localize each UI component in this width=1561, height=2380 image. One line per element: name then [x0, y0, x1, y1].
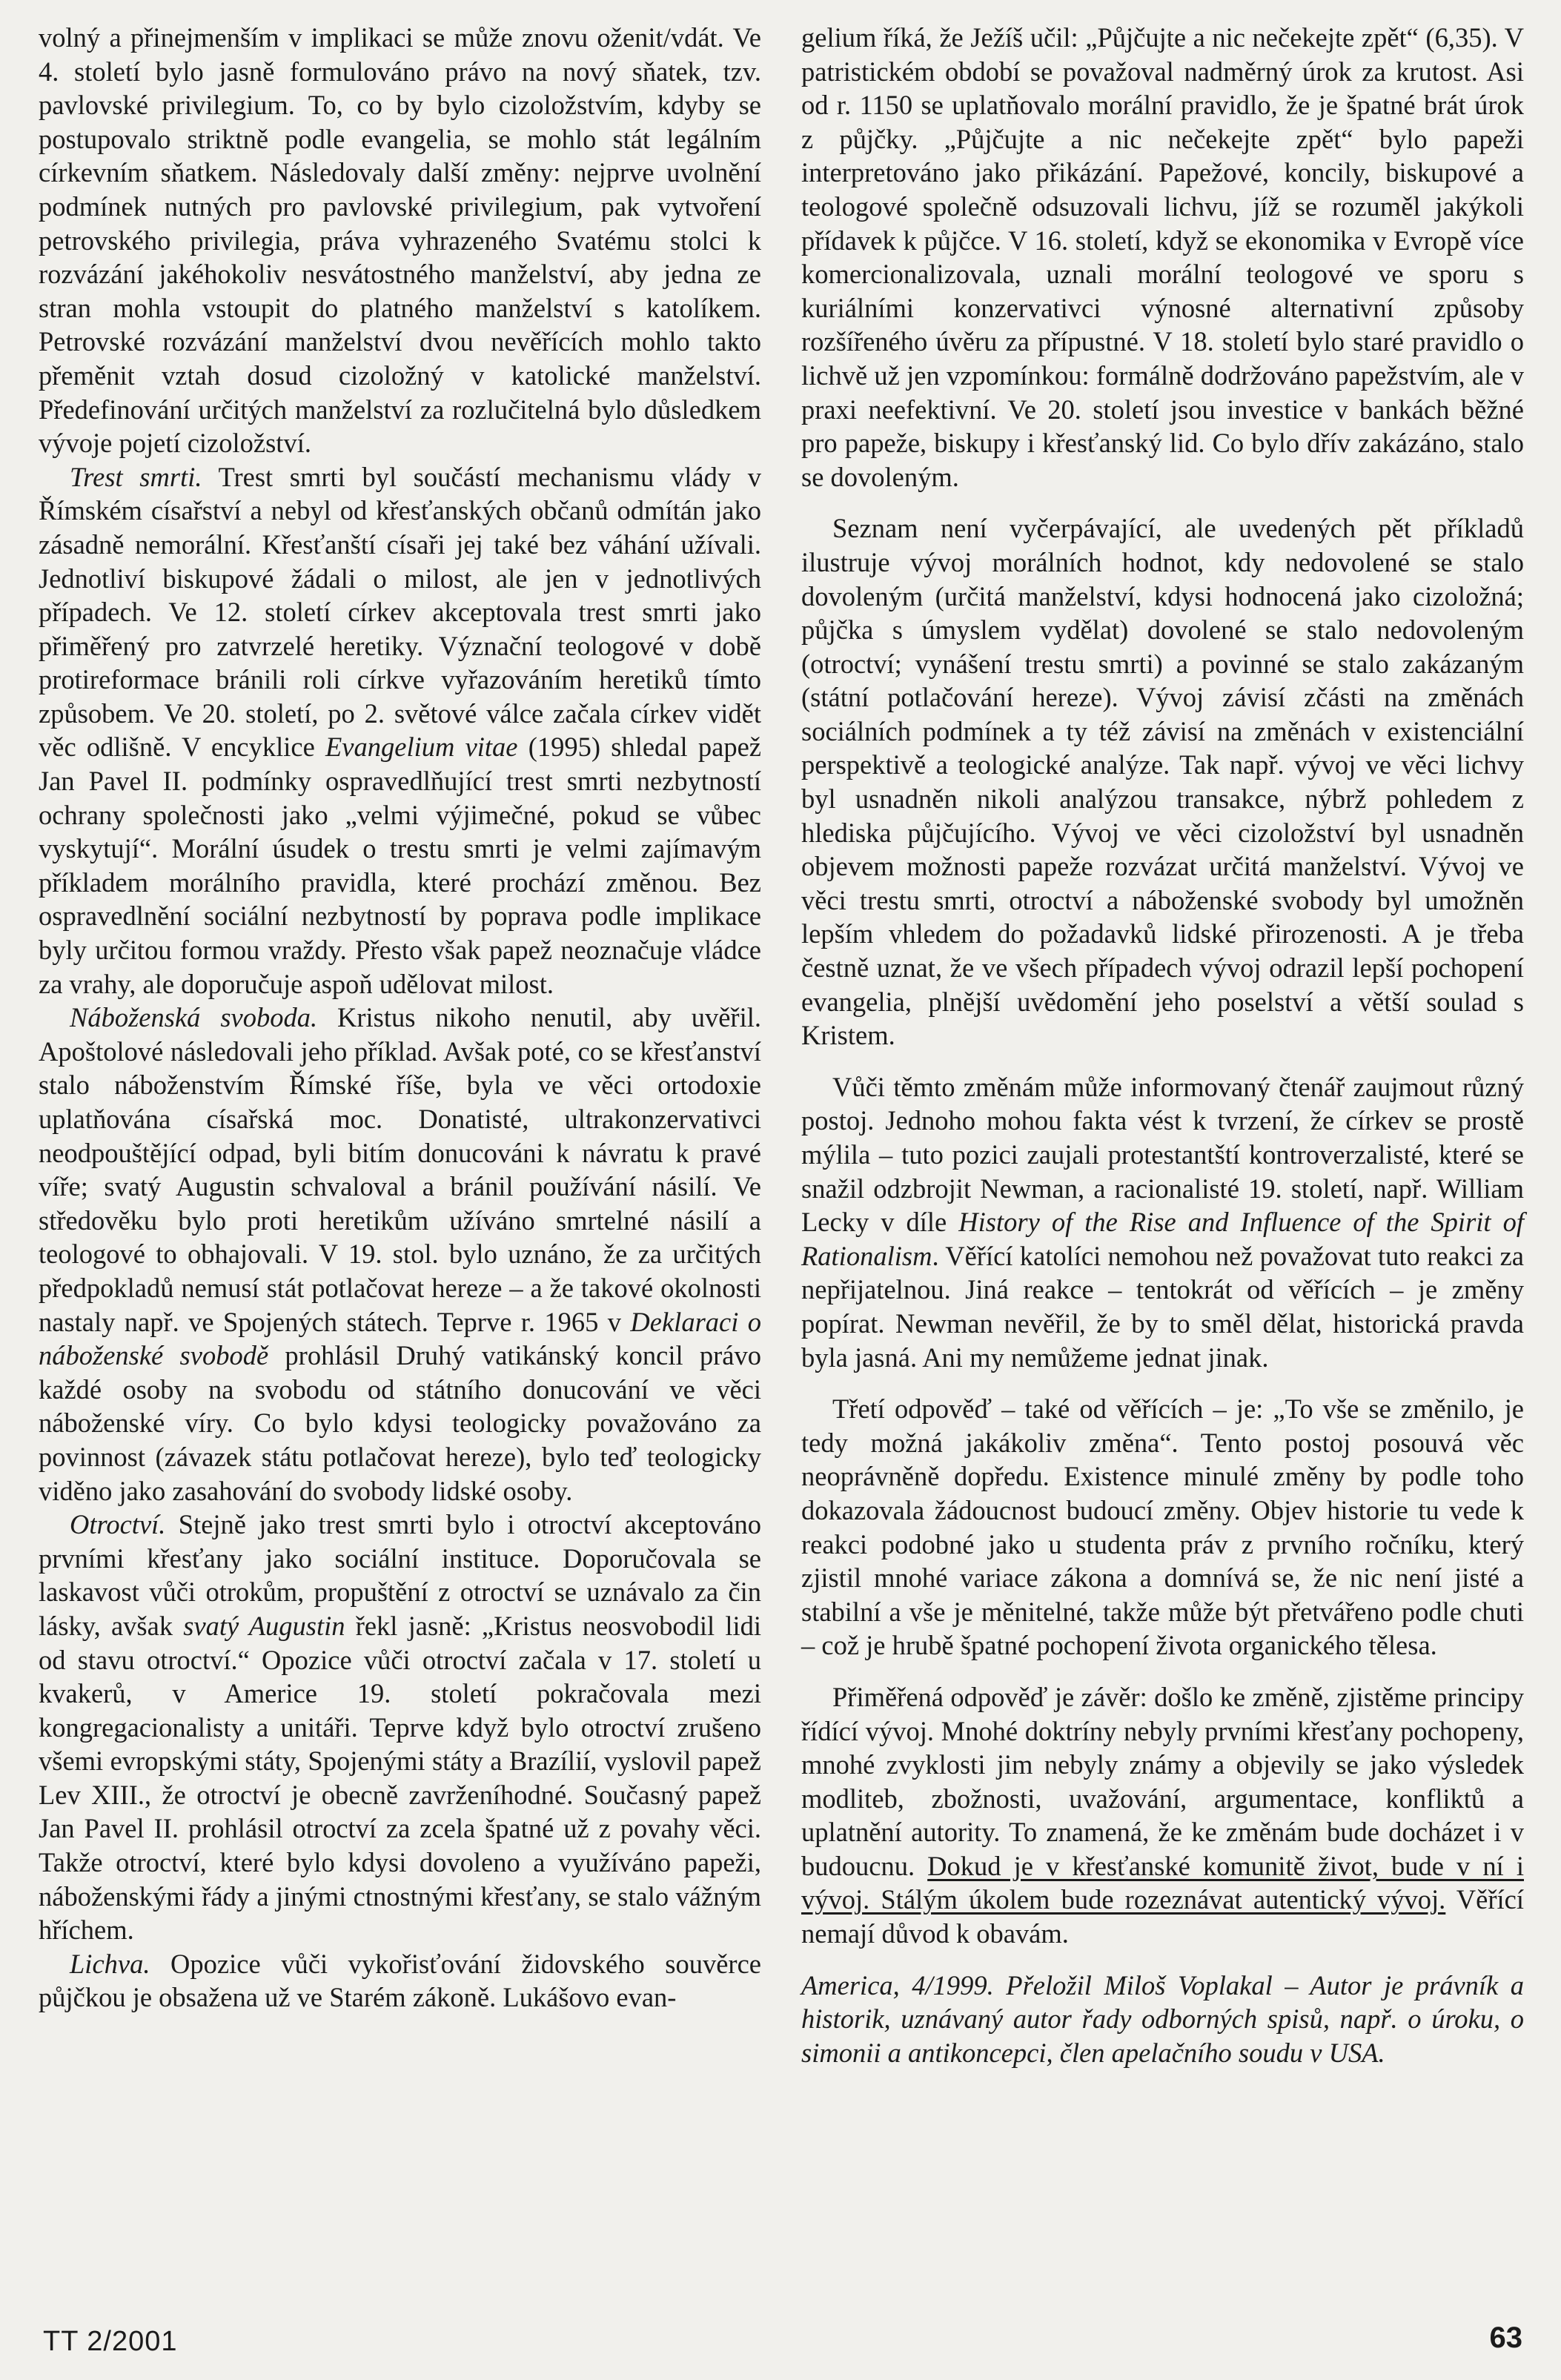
- paragraph-slavery: [39, 1508, 761, 1947]
- text-segment: Kristus nikoho nenutil, aby uvěřil. Apoštolové následovali jeho příklad. Avšak poté, co se křesťanství stalo náboženstvím Římské říše, byla ve věci ortodoxie uplatňována císařská moc. Donatisté, ultrakonzervativci neodpouštějící odpad, byli bitím donucováni k návratu k pravé víře; svatý Augustin schvaloval a bránil používání násilí. Ve středověku bylo proti heretikům užíváno smrtelné násilí a teologové to obhajovali. V 19. stol. bylo uznáno, že za určitých předpokladů nemusí stát potlačovat hereze – a že takové okolnosti nastaly např. ve Spojených státech. Teprve r. 1965 v: [39, 1002, 761, 1337]
- section-heading-slavery: Otroctví.: [70, 1509, 166, 1540]
- text-segment: (1995) shledal papež Jan Pavel II. podmínky ospravedlňující trest smrti nezbytností ochrany společnosti jako „velmi výjimečné, pokud se vůbec vyskytují“. Morální úsudek o trestu smrti je velmi zajímavým příkladem morálního pravidla, které prochází změnou. Bez ospravedlnění sociální nezbytností by poprava podle implikace byly určitou formou vraždy. Přesto však papež neoznačuje vládce za vrahy, ale doporučuje aspoň udělovat milost.: [39, 732, 761, 999]
- paragraph-third-response: Třetí odpověď – také od věřících – je: „To vše se změnilo, je tedy možná jakákoliv změna“. Tento postoj posouvá věc neoprávněně dopředu. Existence minulé změny by podle toho dokazovala žádoucnost budoucí změny. Objev historie tu vede k reakci podobné jako u studenta práv z prvního ročníku, který zjistil mnohé variace zákona a domnívá se, že nic není jisté a stabilní a vše je měnitelné, takže může být přetvářeno podle chuti – což je hrubě špatné pochopení života organického tělesa.: [801, 1393, 1524, 1661]
- paragraph-divorce-continued: volný a přinejmenším v implikaci se může znovu oženit/vdát. Ve 4. století bylo jasně formulováno právo na nový sňatek, tzv. pavlovské privilegium. To, co by bylo cizoložstvím, kdyby se postupovalo striktně podle evangelia, se mohlo stát legálním církevním sňatkem. Následovaly další změny: nejprve uvolnění podmínek nutných pro pavlovské privilegium, pak vytvoření petrovského privilegia, práva vyhrazeného Svatému stolci k rozvázání jakéhokoliv nesvátostného manželství, aby jedna ze stran mohla vstoupit do platného manželství s katolíkem. Petrovské rozvázání manželství dvou nevěřících mohlo takto přeměnit vztah dosud cizoložný v katolické manželství. Předefinování určitých manželství za rozlučitelná bylo důsledkem vývoje pojetí cizoložství.: [39, 22, 761, 459]
- left-column: [39, 21, 761, 2015]
- text-segment: Trest smrti byl součástí mechanismu vlády v Římském císařství a nebyl od křesťanských občanů odmítán jako zásadně nemorální. Křesťanští císaři jej také bez váhání užívali. Jednotliví biskupové žádali o milost, ale jen v jednotlivých případech. Ve 12. století církev akceptovala trest smrti jako přiměřený pro zatvrzelé heretiky. Význační teologové v době protireformace bránili roli církve vyřazováním heretiků tímto způsobem. Ve 20. století, po 2. světové válce začala církev vidět věc odlišně. V encyklice: [39, 461, 761, 763]
- underlined-sentence: Dokud je v křesťanské komunitě život, bude v ní i vývoj. Stálým úkolem bude rozeznávat autentický vývoj.: [801, 1850, 1524, 1915]
- right-column: [801, 21, 1524, 2069]
- paragraph-death-penalty: [39, 460, 761, 1001]
- section-heading-death-penalty: Trest smrti.: [70, 461, 202, 492]
- source-credit: America, 4/1999. Přeložil Miloš Voplakal – Autor je právník a historik, uznávaný autor řady odborných spisů, např. o úroku, o simonii a antikoncepci, člen apelačního soudu v USA.: [801, 1969, 1524, 2068]
- issue-label: TT 2/2001: [43, 2326, 178, 2357]
- paragraph-summary: Seznam není vyčerpávající, ale uvedených pět příkladů ilustruje vývoj morálních hodnot, kdy nedovolené se stalo dovoleným (určitá manželství, kdysi hodnocená jako cizoložná; půjčka s úmyslem vydělat) dovolené se stalo nedovoleným (otroctví; vynášení trestu smrti) a povinné se stalo zakázaným (státní potlačování hereze). Vývoj závisí zčásti na změnách sociálních podmínek a ty též závisí na změnách v existenciální perspektivě a teologické analýze. Tak např. vývoj ve věci lichvy byl usnadněn nikoli analýzou transakce, nýbrž pohledem z hlediska půjčujícího. Vývoj ve věci cizoložství byl usnadněn objevem možnosti papeže rozvázat určitá manželství. Vývoj ve věci trestu smrti, otroctví a náboženské svobody byl umožněn lepším vhledem do požadavků lidské přirozenosti. A je třeba čestně uznat, že ve všech případech vývoj odrazil lepší pochopení evangelia, plnější uvědomění jeho poselství a větší soulad s Kristem.: [801, 513, 1524, 1051]
- paragraph-usury: [39, 1947, 761, 2015]
- paragraph-usury-continued: gelium říká, že Ježíš učil: „Půjčujte a nic nečekejte zpět“ (6,35). V patristickém období se považoval nadměrný úrok za krutost. Asi od r. 1150 se uplatňovalo morální pravidlo, že je špatné brát úrok z půjčky. „Půjčujte a nic nečekejte zpět“ bylo papeži interpretováno jako přikázání. Papežové, koncily, biskupové a teologové společně odsuzovali lichvu, jíž se rozuměl jakýkoli přídavek k půjčce. V 16. století, když se ekonomika v Evropě více komercionalizovala, uznali morální teologové ve sporu s kuriálními konzervativci výnosné alternativní způsoby rozšířeného úvěru za přípustné. V 18. století bylo staré pravidlo o lichvě už jen vzpomínkou: formálně dodržováno papežstvím, ale v praxi neefektivní. Ve 20. století jsou investice v bankách běžné pro papeže, biskupy i křesťanský lid. Co bylo dřív zakázáno, stalo se dovoleným.: [801, 22, 1524, 492]
- text-segment: prohlásil Druhý vatikánský koncil právo každé osoby na svobodu od státního donucování ve věci náboženské víry. Co bylo kdysi teologicky považováno za povinnost (závazek státu potlačovat hereze), bylo teď teologicky viděno jako zasahování do svobody lidské osoby.: [39, 1340, 761, 1506]
- declaration-title: Deklaraci o náboženské svobodě: [39, 1306, 761, 1371]
- paragraph-reader-attitudes: [801, 1070, 1524, 1374]
- paragraph-religious-freedom: [39, 1001, 761, 1508]
- augustine-name: svatý Augustin: [183, 1610, 345, 1641]
- encyclical-title: Evangelium vitae: [325, 732, 518, 763]
- section-heading-religious-freedom: Náboženská svoboda.: [70, 1002, 318, 1033]
- text-segment: Vůči těmto změnám může informovaný čtenář zaujmout různý postoj. Jednoho mohou fakta vést k tvrzení, že církev se prostě mýlila – tuto pozici zaujali protestantští kontroverzalisté, které se snažil odzbrojit Newman, a racionalisté 19. století, např. William Lecky v díle: [801, 1071, 1524, 1238]
- text-segment: . Věřící katolíci nemohou než považovat tuto reakci za nepřijatelnou. Jiná reakce – tentokrát od věřících – je změny popírat. Newman nevěřil, že by to směl dělat, historická pravda byla jasná. Ani my nemůžeme jednat jinak.: [801, 1240, 1524, 1373]
- text-segment: Věřící nemají důvod k obavám.: [801, 1884, 1524, 1949]
- text-segment: Přiměřená odpověď je závěr: došlo ke změně, zjistěme principy řídící vývoj. Mnohé doktríny nebyly prvními křesťany pochopeny, mnohé zvyklosti jim nebyly známy a objevily se jako výsledek modliteb, zbožnosti, uvažování, argumentace, konfliktů a uplatnění autority. To znamená, že ke změnám bude docházet i v budoucnu.: [801, 1681, 1524, 1881]
- text-segment: Stejně jako trest smrti bylo i otroctví akceptováno prvními křesťany jako sociální instituce. Doporučovala se laskavost vůči otrokům, propuštění z otroctví se uznávalo za čin lásky, avšak: [39, 1509, 761, 1641]
- text-segment: řekl jasně: „Kristus neosvobodil lidi od stavu otroctví.“ Opozice vůči otroctví začala v 17. století u kvakerů, v Americe 19. století pokračovala mezi kongregacionalisty a unitáři. Teprve když bylo otroctví zrušeno všemi evropskými státy, Spojenými státy a Brazílií, vyslovil papež Lev XIII., že otroctví je obecně zavrženíhodné. Současný papež Jan Pavel II. prohlásil otroctví za zcela špatné už z povahy věci. Takže otroctví, které bylo kdysi dovoleno a využíváno papeži, náboženskými řády a jinými ctnostnými křesťany, se stalo vážným hříchem.: [39, 1610, 761, 1946]
- book-title: History of the Rise and Influence of the Spirit of Rationalism: [801, 1207, 1524, 1271]
- section-heading-usury: Lichva.: [70, 1948, 150, 1979]
- page-number: 63: [1489, 2321, 1522, 2354]
- paragraph-conclusion: [801, 1680, 1524, 1951]
- text-segment: Opozice vůči vykořisťování židovského souvěrce půjčkou je obsažena už ve Starém zákoně. Lukášovo evan-: [39, 1948, 761, 2013]
